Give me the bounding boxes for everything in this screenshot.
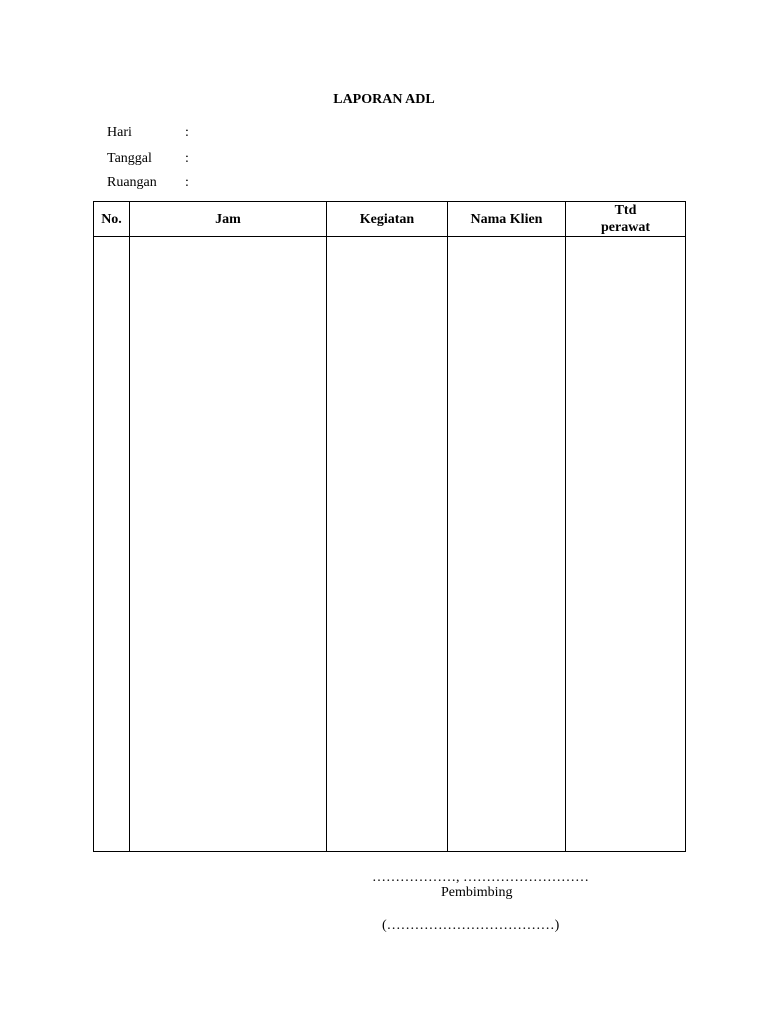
- cell-jam[interactable]: [130, 237, 327, 852]
- field-tanggal-label: Tanggal: [107, 151, 152, 166]
- field-ruangan-colon: :: [185, 175, 189, 190]
- cell-kegiatan[interactable]: [327, 237, 448, 852]
- cell-no[interactable]: [94, 237, 130, 852]
- signature-place-date: ………………, ………………………: [372, 870, 589, 885]
- signature-name: (………………………………): [382, 918, 560, 933]
- document-title: LAPORAN ADL: [333, 92, 435, 107]
- field-hari-label: Hari: [107, 125, 132, 140]
- header-kegiatan: Kegiatan: [327, 202, 448, 237]
- table-header-row: [94, 202, 686, 237]
- signature-role: Pembimbing: [441, 885, 513, 900]
- header-nama-klien: Nama Klien: [448, 202, 566, 237]
- header-ttd-perawat: [566, 202, 686, 237]
- header-ttd-line1: Ttd: [614, 203, 637, 218]
- field-hari-colon: :: [185, 125, 189, 140]
- field-tanggal-colon: :: [185, 151, 189, 166]
- cell-nama-klien[interactable]: [448, 237, 566, 852]
- adl-report-table: [93, 201, 686, 852]
- header-ttd-line2: perawat: [601, 220, 650, 235]
- header-jam: Jam: [130, 202, 327, 237]
- table-row: [94, 237, 686, 852]
- cell-ttd-perawat[interactable]: [566, 237, 686, 852]
- header-no: No.: [94, 202, 130, 237]
- field-ruangan-label: Ruangan: [107, 175, 157, 190]
